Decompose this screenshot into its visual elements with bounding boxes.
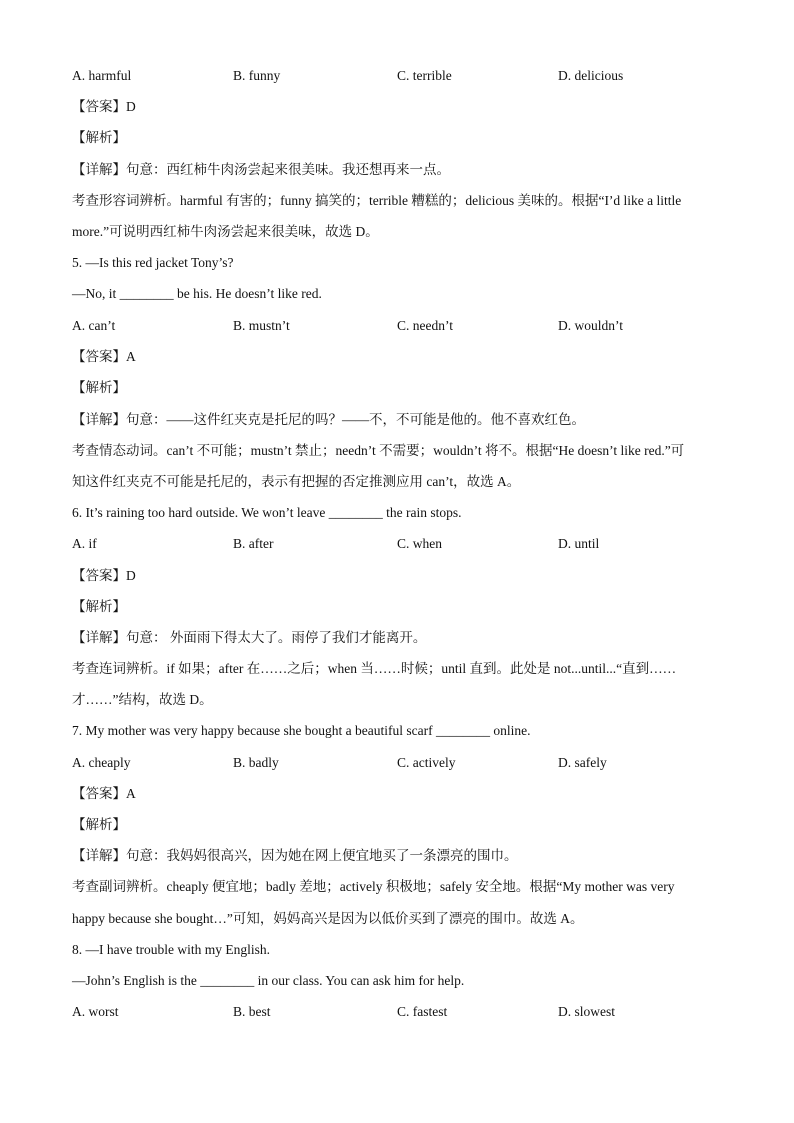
analysis-label: 【解析】 — [72, 380, 126, 395]
answer-line — [72, 348, 136, 366]
option-a: A. worst — [72, 1004, 119, 1019]
option-d: D. safely — [558, 755, 607, 770]
explanation-line: 考查形容词辨析。harmful 有害的；funny 搞笑的；terrible 糟糕的；delicious 美味的。根据“I’d like a little — [72, 193, 682, 208]
analysis-label: 【解析】 — [72, 817, 126, 832]
detail-line — [72, 411, 585, 429]
question-stem: —No, it ________ be his. He doesn’t like red. — [72, 286, 322, 301]
option-a: A. can’t — [72, 318, 116, 333]
answer-label: 【答案】 — [72, 99, 126, 114]
question-stem: 8. —I have trouble with my English. — [72, 942, 270, 957]
answer-value: A — [126, 786, 136, 801]
answer-label: 【答案】 — [72, 786, 126, 801]
answer-label: 【答案】 — [72, 568, 126, 583]
option-b: B. after — [233, 536, 274, 551]
sentence-meaning: 句意：我妈妈很高兴，因为她在网上便宜地买了一条漂亮的围巾。 — [126, 848, 518, 863]
explanation-line: 考查副词辨析。cheaply 便宜地；badly 差地；actively 积极地；safely 安全地。根据“My mother was very — [72, 879, 675, 894]
option-c: C. actively — [397, 755, 456, 770]
option-a: A. if — [72, 536, 97, 551]
detail-line — [72, 629, 426, 647]
explanation-line: 考查连词辨析。if 如果；after 在……之后；when 当……时候；until 直到。此处是 not...until...“直到…… — [72, 661, 677, 676]
answer-line — [72, 98, 136, 116]
answer-label: 【答案】 — [72, 349, 126, 364]
question-stem: 6. It’s raining too hard outside. We won’t leave ________ the rain stops. — [72, 505, 462, 520]
analysis-label: 【解析】 — [72, 599, 126, 614]
option-b: B. mustn’t — [233, 318, 290, 333]
detail-label: 【详解】 — [72, 412, 126, 427]
detail-label: 【详解】 — [72, 848, 126, 863]
option-a: A. harmful — [72, 68, 132, 83]
option-b: B. badly — [233, 755, 279, 770]
explanation-line: happy because she bought…”可知，妈妈高兴是因为以低价买到了漂亮的围巾。故选 A。 — [72, 911, 584, 926]
analysis-label: 【解析】 — [72, 130, 126, 145]
sentence-meaning: 句意： 外面雨下得太大了。雨停了我们才能离开。 — [126, 630, 427, 645]
option-d: D. slowest — [558, 1004, 615, 1019]
option-c: C. when — [397, 536, 442, 551]
explanation-line: 知这件红夹克不可能是托尼的，表示有把握的否定推测应用 can’t，故选 A。 — [72, 474, 521, 489]
option-c: C. fastest — [397, 1004, 448, 1019]
option-d: D. until — [558, 536, 600, 551]
option-c: C. terrible — [397, 68, 452, 83]
answer-line — [72, 567, 136, 585]
question-stem: 7. My mother was very happy because she bought a beautiful scarf ________ online. — [72, 723, 531, 738]
option-b: B. best — [233, 1004, 271, 1019]
option-c: C. needn’t — [397, 318, 453, 333]
sentence-meaning: 句意：——这件红夹克是托尼的吗？——不，不可能是他的。他不喜欢红色。 — [126, 412, 585, 427]
explanation-line: 考查情态动词。can’t 不可能；mustn’t 禁止；needn’t 不需要；wouldn’t 将不。根据“He doesn’t like red.”可 — [72, 443, 685, 458]
option-b: B. funny — [233, 68, 281, 83]
answer-value: D — [126, 99, 136, 114]
question-stem: 5. —Is this red jacket Tony’s? — [72, 255, 234, 270]
answer-value: A — [126, 349, 136, 364]
answer-line — [72, 785, 136, 803]
explanation-line: more.”可说明西红柿牛肉汤尝起来很美味，故选 D。 — [72, 224, 379, 239]
explanation-line: 才……”结构，故选 D。 — [72, 692, 213, 707]
detail-label: 【详解】 — [72, 162, 126, 177]
option-a: A. cheaply — [72, 755, 131, 770]
option-d: D. delicious — [558, 68, 624, 83]
detail-line — [72, 161, 450, 179]
sentence-meaning: 句意：西红柿牛肉汤尝起来很美味。我还想再来一点。 — [126, 162, 450, 177]
detail-label: 【详解】 — [72, 630, 126, 645]
question-stem: —John’s English is the ________ in our class. You can ask him for help. — [72, 973, 465, 988]
answer-value: D — [126, 568, 136, 583]
detail-line — [72, 847, 518, 865]
option-d: D. wouldn’t — [558, 318, 624, 333]
